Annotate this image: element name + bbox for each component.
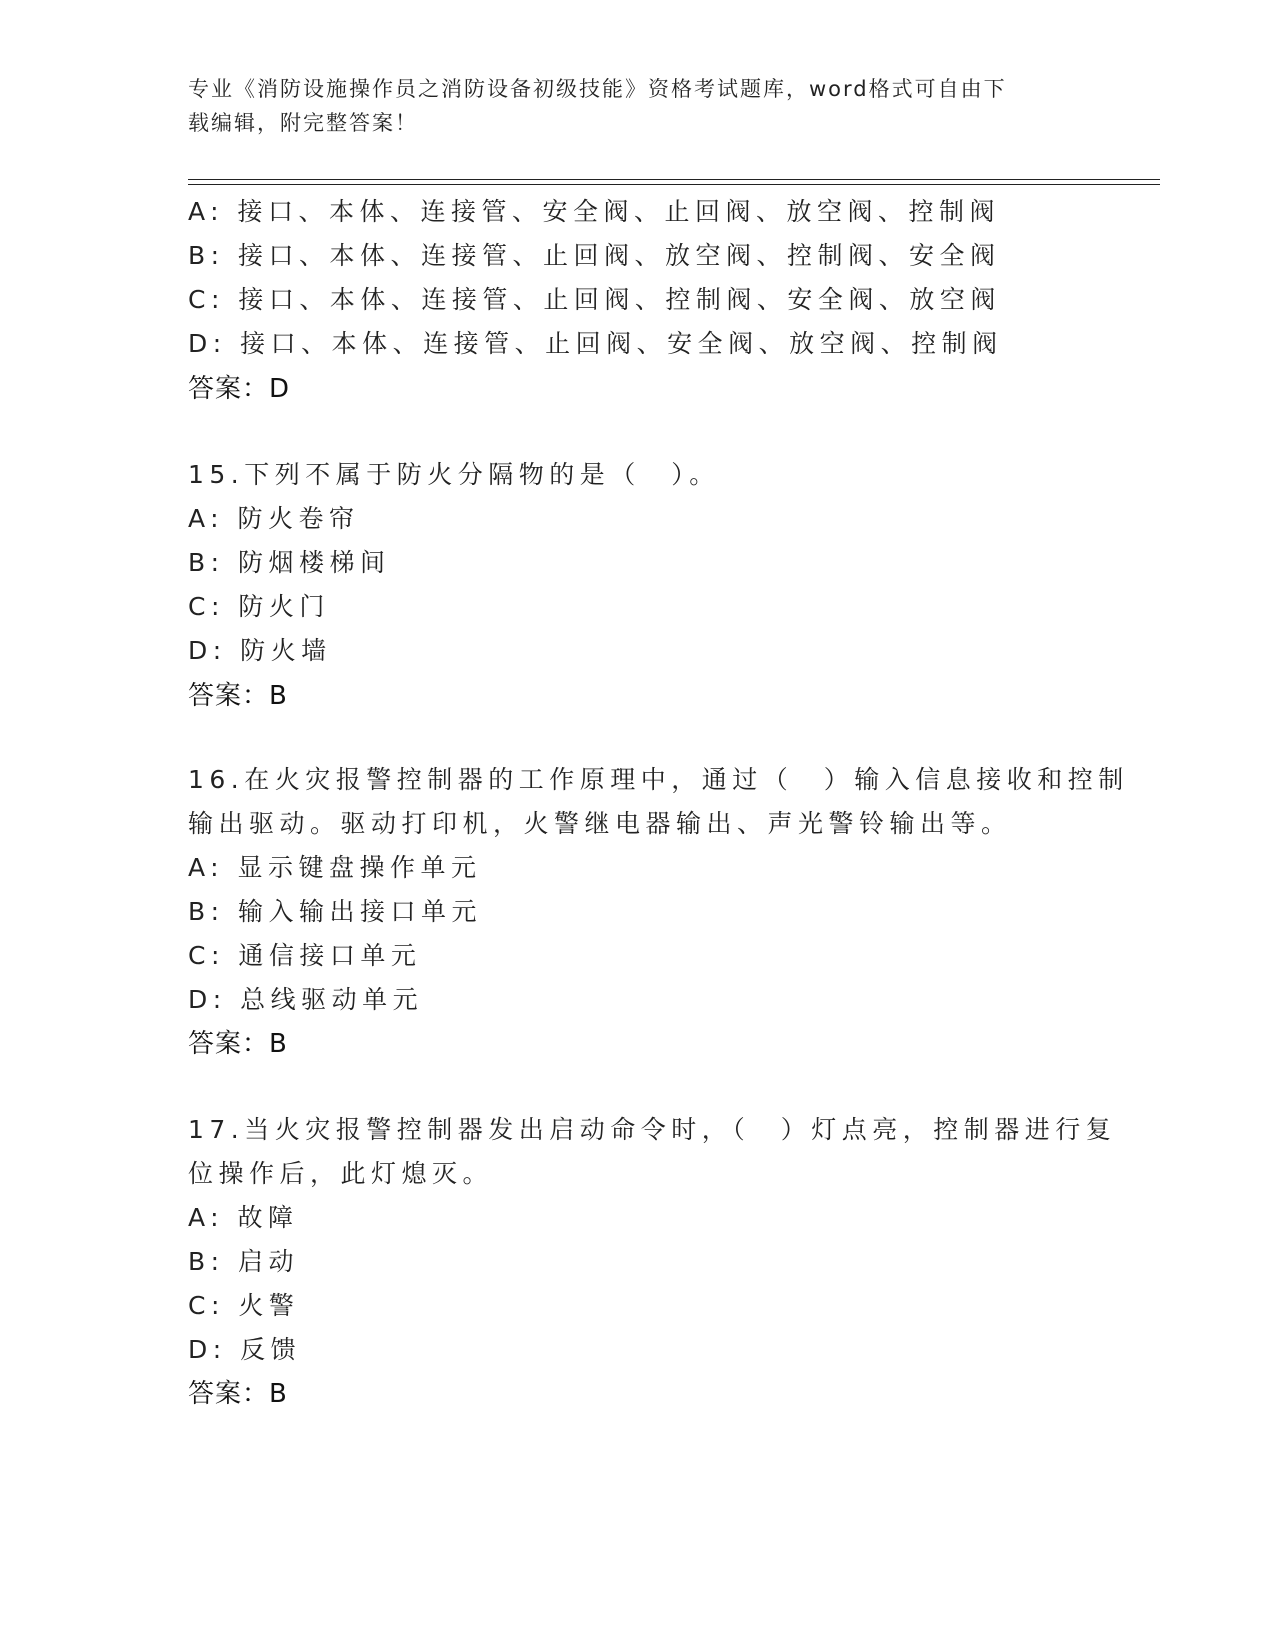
- q17-stem-line-1: 17.当火灾报警控制器发出启动命令时，（ ）灯点亮，控制器进行复: [188, 1115, 1117, 1144]
- q15-answer: 答案：B: [188, 681, 288, 711]
- q16-option-d: D: 总线驱动单元: [188, 985, 424, 1014]
- q16-stem-line-1: 16.在火灾报警控制器的工作原理中，通过（ ）输入信息接收和控制: [188, 765, 1129, 794]
- q14-option-b: B: 接口、本体、连接管、止回阀、放空阀、控制阀、安全阀: [188, 241, 1001, 270]
- q15-option-c: C: 防火门: [188, 592, 330, 621]
- q14-option-c: C: 接口、本体、连接管、止回阀、控制阀、安全阀、放空阀: [188, 285, 1001, 314]
- q17-stem-line-2: 位操作后，此灯熄灭。: [188, 1159, 494, 1188]
- q15-option-b: B: 防烟楼梯间: [188, 548, 391, 577]
- document-header: [188, 72, 1088, 140]
- q16-option-a: A: 显示键盘操作单元: [188, 853, 482, 882]
- q17-option-b: B: 启动: [188, 1247, 300, 1276]
- q15-stem: 15.下列不属于防火分隔物的是（ ）。: [188, 460, 720, 489]
- header-divider-bottom: [188, 184, 1160, 185]
- q17-option-d: D: 反馈: [188, 1335, 302, 1364]
- q15-option-d: D: 防火墙: [188, 636, 332, 665]
- q17-answer: 答案：B: [188, 1379, 288, 1409]
- q16-option-b: B: 输入输出接口单元: [188, 897, 483, 926]
- q16-answer: 答案：B: [188, 1029, 288, 1059]
- q15-option-a: A: 防火卷帘: [188, 504, 360, 533]
- header-divider-top: [188, 179, 1160, 180]
- q14-option-d: D: 接口、本体、连接管、止回阀、安全阀、放空阀、控制阀: [188, 329, 1003, 358]
- q14-answer: 答案：D: [188, 374, 291, 404]
- q16-stem-line-2: 输出驱动。驱动打印机，火警继电器输出、声光警铃输出等。: [188, 809, 1012, 838]
- header-line-1: 专业《消防设施操作员之消防设备初级技能》资格考试题库，word格式可自由下: [188, 77, 1007, 101]
- q16-option-c: C: 通信接口单元: [188, 941, 422, 970]
- q17-option-a: A: 故障: [188, 1203, 299, 1232]
- header-line-2: 载编辑，附完整答案！: [188, 111, 418, 135]
- q17-option-c: C: 火警: [188, 1291, 300, 1320]
- q14-option-a: A: 接口、本体、连接管、安全阀、止回阀、放空阀、控制阀: [188, 197, 1001, 226]
